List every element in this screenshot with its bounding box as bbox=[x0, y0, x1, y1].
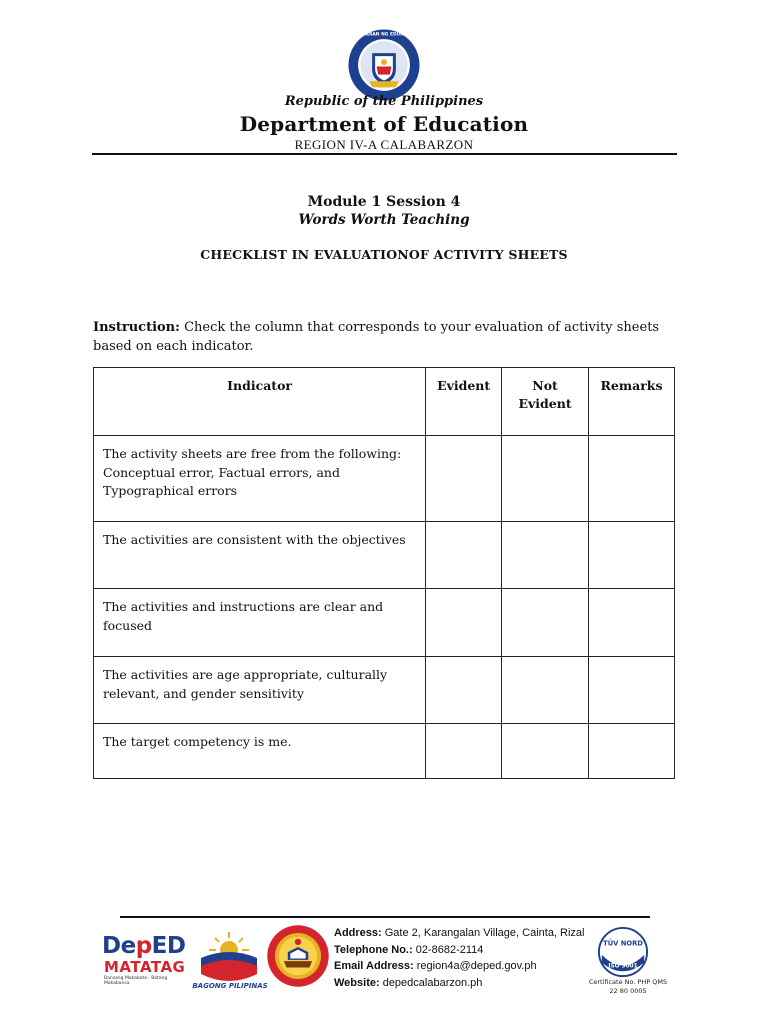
indicator-cell: The activities and instructions are clear and focused bbox=[94, 589, 426, 657]
header-not-evident: Not Evident bbox=[502, 368, 589, 436]
republic-heading: Republic of the Philippines bbox=[284, 94, 484, 109]
email-line: Email Address: region4a@deped.gov.ph bbox=[334, 960, 537, 972]
module-title: Module 1 Session 4 bbox=[307, 194, 461, 210]
remarks-cell[interactable] bbox=[589, 436, 675, 522]
instruction-label: Instruction: bbox=[93, 320, 180, 335]
table-row bbox=[94, 657, 675, 724]
regional-office-seal bbox=[266, 924, 330, 988]
table-header-row bbox=[94, 368, 675, 436]
remarks-cell[interactable] bbox=[589, 724, 675, 779]
instruction-paragraph bbox=[93, 318, 683, 356]
address-line: Address: Gate 2, Karangalan Village, Cainta, Rizal bbox=[334, 927, 585, 939]
tuv-nord-iso-badge bbox=[594, 926, 652, 978]
header-remarks: Remarks bbox=[589, 368, 675, 436]
indicator-cell: The activities are age appropriate, culturally relevant, and gender sensitivity bbox=[94, 657, 426, 724]
department-heading: Department of Education bbox=[239, 112, 529, 136]
evident-cell[interactable] bbox=[426, 724, 502, 779]
checklist-title: CHECKLIST IN EVALUATIONOF ACTIVITY SHEETS bbox=[200, 247, 568, 262]
header-indicator: Indicator bbox=[94, 368, 426, 436]
certificate-number: Certificate No. PHP QMS 22 80 0005 bbox=[588, 978, 668, 995]
iso-standard: ISO 9001 bbox=[608, 963, 638, 970]
website-line: Website: depedcalabarzon.ph bbox=[334, 976, 483, 989]
not-evident-cell[interactable] bbox=[502, 657, 589, 724]
region-heading: REGION IV-A CALABARZON bbox=[294, 137, 474, 152]
not-evident-cell[interactable] bbox=[502, 724, 589, 779]
not-evident-cell[interactable] bbox=[502, 436, 589, 522]
table-row bbox=[94, 522, 675, 589]
evident-cell[interactable] bbox=[426, 436, 502, 522]
evident-cell[interactable] bbox=[426, 589, 502, 657]
deped-wordmark: DepED bbox=[102, 933, 186, 959]
header-evident: Evident bbox=[426, 368, 502, 436]
session-subtitle: Words Worth Teaching bbox=[298, 212, 470, 228]
deped-matatag-logo bbox=[102, 934, 190, 992]
bagong-pilipinas-label: BAGONG PILIPINAS bbox=[192, 982, 268, 990]
matatag-wordmark: MATATAG bbox=[104, 958, 186, 976]
instruction-text: Check the column that corresponds to your evaluation of activity sheets based on each indicator. bbox=[93, 320, 660, 354]
evident-cell[interactable] bbox=[426, 657, 502, 724]
remarks-cell[interactable] bbox=[589, 657, 675, 724]
matatag-tagline: Bansang Makabata · Batang Makabansa bbox=[104, 976, 168, 986]
indicator-cell: The target competency is me. bbox=[94, 724, 426, 779]
table-row bbox=[94, 589, 675, 657]
remarks-cell[interactable] bbox=[589, 589, 675, 657]
contact-block bbox=[334, 925, 585, 991]
not-evident-cell[interactable] bbox=[502, 522, 589, 589]
header-divider bbox=[92, 153, 677, 155]
evident-cell[interactable] bbox=[426, 522, 502, 589]
table-row bbox=[94, 724, 675, 779]
iso-brand: TÜV NORD bbox=[603, 939, 643, 948]
not-evident-cell[interactable] bbox=[502, 589, 589, 657]
deped-seal-logo bbox=[347, 28, 421, 102]
footer-divider bbox=[120, 916, 650, 918]
indicator-cell: The activities are consistent with the objectives bbox=[94, 522, 426, 589]
table-row bbox=[94, 436, 675, 522]
indicator-cell: The activity sheets are free from the following: Conceptual error, Factual errors, and Typographical errors bbox=[94, 436, 426, 522]
evaluation-checklist-table bbox=[93, 367, 675, 779]
remarks-cell[interactable] bbox=[589, 522, 675, 589]
telephone-line: Telephone No.: 02-8682-2114 bbox=[334, 943, 484, 956]
svg-text:KAGAWARAN NG EDUKASYON: KAGAWARAN NG EDUKASYON bbox=[347, 32, 421, 38]
